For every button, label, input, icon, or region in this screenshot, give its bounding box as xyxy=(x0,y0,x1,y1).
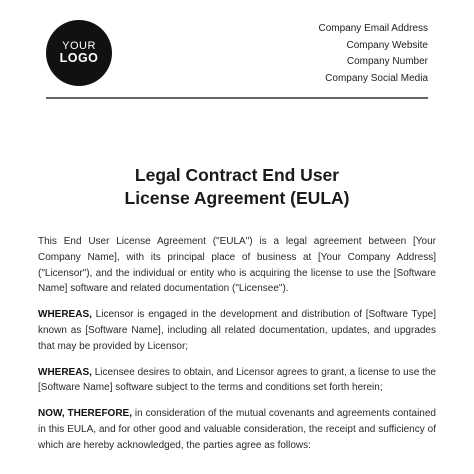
company-number: Company Number xyxy=(346,56,428,67)
document-title xyxy=(0,164,474,210)
title-line-2: License Agreement (EULA) xyxy=(124,188,350,208)
therefore-text: in consideration of the mutual covenants and agreements contained in this EULA, and for other good and valuable consideration, the receipt and sufficiency of which are hereby acknowledged, the parties agree as follows: xyxy=(38,408,436,451)
company-contact-block xyxy=(319,21,429,87)
therefore-paragraph xyxy=(38,406,436,453)
company-website: Company Website xyxy=(346,39,428,51)
whereas-1-lead: WHEREAS, xyxy=(38,309,92,321)
whereas-2-text: Licensee desires to obtain, and Licensor agrees to grant, a license to use the [Software Name] software subject to the terms and conditions set forth herein; xyxy=(38,366,436,394)
whereas-paragraph-1 xyxy=(38,307,436,354)
whereas-paragraph-2 xyxy=(38,365,436,397)
company-social-media: Company Social Media xyxy=(325,72,428,84)
title-line-1: Legal Contract End User xyxy=(134,165,340,185)
header-divider xyxy=(46,97,428,99)
intro-paragraph: This End User License Agreement ("EULA") is a legal agreement between [Your Company Name], with its principal place of business at [Your Company Address] ("Licensor"), and the individual or entity who is acquiring the license to use the [Software Name] software and related documentation ("Licensee"). xyxy=(38,236,436,295)
whereas-1-text: Licensor is engaged in the development and distribution of [Software Type] known as [Software Name], including all related documentation, updates, and upgrades that may be provided by Licensor; xyxy=(38,309,436,352)
company-email: Company Email Address xyxy=(318,23,428,34)
logo-text-bottom: LOGO xyxy=(59,51,99,66)
document-body xyxy=(38,234,436,464)
therefore-lead: NOW, THEREFORE, xyxy=(38,408,133,420)
logo-text-top: YOUR xyxy=(62,39,96,52)
company-logo xyxy=(46,20,112,86)
whereas-2-lead: WHEREAS, xyxy=(38,366,92,378)
